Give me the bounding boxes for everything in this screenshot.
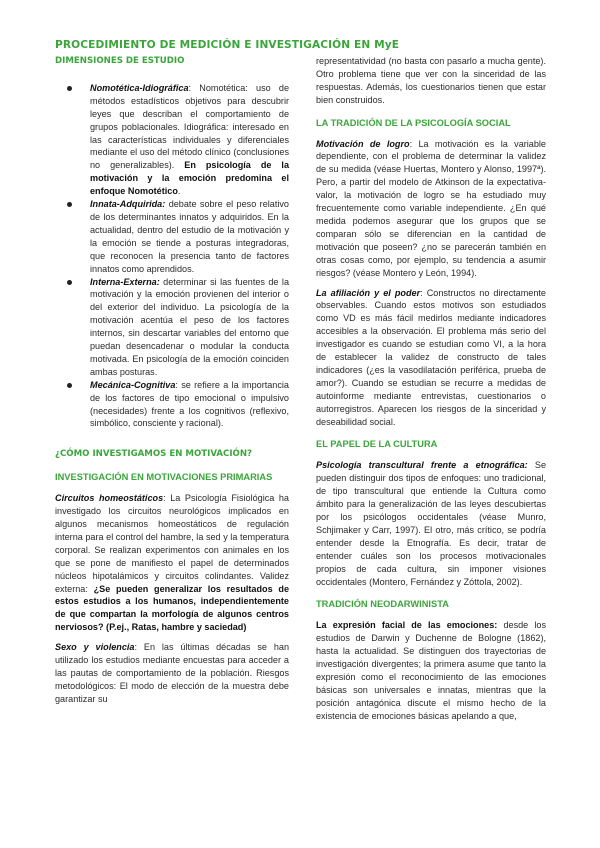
motivacion-term: Motivación de logro bbox=[316, 138, 410, 149]
cultura-text: Se pueden distinguir dos tipos de enfoques: uno tradicional, de tipo transcultural que entiende la Cultura como ámbito para la generalización de las leyes descubiertas por los psicólogos occidentales (véase Munro, Schjimaker y Carr, 1997). El otro, más crítico, se podría entender desde la Etnografía. Es decir, tratar de entender cuáles son los procesos motivacionales propios de cada cultura, sin imponer visiones occidentales (Montero, Fernández y Zóttola, 2002). bbox=[316, 460, 546, 587]
cultura-heading: EL PAPEL DE LA CULTURA bbox=[316, 439, 438, 450]
item-text: determinar si las fuentes de la motivación y la emoción provienen del interior o del exterior del individuo. La psicología de la motivación acentúa el peso de los factores internos, sin descartar variables del entorno que puedan desencadenar o modular la conducta motivada. En psicología de la emoción coinciden ambas posturas. bbox=[90, 276, 289, 377]
circuitos-emphasis: ¿Se pueden generalizar los resultados de estos estudios a los humanos, independientemente de que compartan la morfología de algunos centros nerviosos? (P.ej., Ratas, hambre y saciedad) bbox=[55, 583, 289, 633]
item-emphasis: En psicología de la motivación y la emoción predomina el enfoque Nomotético bbox=[90, 160, 289, 197]
motivacion-paragraph bbox=[316, 138, 546, 280]
neodarwinista-heading: TRADICIÓN NEODARWINISTA bbox=[316, 599, 449, 610]
item-text: debate sobre el peso relativo de los determinantes innatos y adquiridos. En la actualidad, dentro del estudio de la motivación y la emoción se tiende a posturas integradoras, que reconocen la presencia tanto de factores innatos como aprendidos. bbox=[90, 199, 289, 274]
item-text: : se refiere a la importancia de los factores de tipo emocional o impulsivo (necesidades) frente a los cognitivos (reflexivo, simbólico, consciente y racional). bbox=[90, 379, 289, 429]
list-item bbox=[55, 198, 289, 275]
right-column bbox=[316, 55, 546, 730]
bullet-icon bbox=[67, 280, 72, 285]
expresion-term: La expresión facial de las emociones: bbox=[316, 620, 498, 631]
bullet-icon bbox=[67, 383, 72, 388]
expresion-text: desde los estudios de Darwin y Duchenne de Bologne (1862), hasta la actualidad. Se distinguen dos trayectorias de investigación divergentes; la primera asume que tanto la expresión como el reconocimiento de las emociones básicas son universales e innatas, mientras que la posición antagónica discute el mismo hecho de la existencia de emociones básicas apelando a que, bbox=[316, 620, 546, 721]
sexo-paragraph bbox=[55, 641, 289, 706]
afiliacion-text: : Constructos no directamente observables. Cuando estos motivos son estudiados como VD es más fácil medirlos mediante indicadores accesibles a la observación. El problema más serio del investigador es cuando se estudian como VI, a la hora de establecer la validez de constructo de tales indicadores (¿es la vasodilatación periférica, prueba de amor?). Cuando se estudian se recurre a medidas de autoinforme mediante entrevistas, cuestionarios o autorregistros. Aparecen los riesgos de la sinceridad y deseabilidad social. bbox=[316, 287, 546, 427]
item-term: Innata-Adquirida: bbox=[90, 199, 166, 210]
continuation-paragraph: representatividad (no basta con pasarlo a mucha gente). Otro problema tiene que ver con la sinceridad de las respuestas. Además, los cuestionarios tienen que estar bien construidos. bbox=[316, 56, 546, 105]
cultura-term: Psicología transcultural frente a etnográfica: bbox=[316, 460, 528, 471]
motivacion-text: : La motivación es la variable dependiente, con el problema de determinar la validez de su medida (véase Huertas, Montero y Alonso, 1997ª). Pero, a partir del modelo de Atkinson de la expectativa-valor, la motivación de logro se ha estudiado muy frecuentemente como variable independiente. ¿En qué medida podemos asegurar que los grupos que se comparan sólo se diferencian en la cantidad de motivación que poseen? ¿no se parecerán también en otras cosas como, por ejemplo, su tendencia a asumir riesgos? (véase Montero y León, 1994). bbox=[316, 138, 546, 278]
circuitos-paragraph bbox=[55, 492, 289, 634]
sexo-text: : En las últimas décadas se han utilizado los estudios mediante encuestas para acceder a las pautas de comportamiento de la población. Riesgos metodológicos: El modo de elección de la muestra debe garantizar su bbox=[55, 642, 290, 704]
item-term: Mecánica-Cognitiva bbox=[90, 379, 176, 390]
bullet-icon bbox=[67, 202, 72, 207]
item-term: Nomotética-Idiográfica bbox=[90, 82, 189, 93]
afiliacion-term: La afiliación y el poder bbox=[316, 287, 421, 298]
expresion-paragraph bbox=[316, 619, 546, 722]
list-item bbox=[55, 379, 289, 431]
dimensiones-list bbox=[55, 82, 289, 430]
cultura-paragraph bbox=[316, 459, 546, 588]
page-title: PROCEDIMIENTO DE MEDICIÓN E INVESTIGACIÓN EN MyE bbox=[55, 39, 400, 51]
list-item bbox=[55, 276, 289, 379]
circuitos-text: : La Psicología Fisiológica ha investigado los circuitos neurológicos implicados en algunos mecanismos homeostáticos de regulación interna para el control del hambre, la sed y la temperatura corporal. Se realizan experimentos con animales en los que se pone de manifiesto el papel de determinados núcleos hipotalámicos y circuitos colindantes. Validez externa: bbox=[55, 493, 289, 594]
left-column bbox=[55, 55, 289, 713]
bullet-icon bbox=[67, 86, 72, 91]
sexo-term: Sexo y violencia bbox=[55, 642, 135, 653]
list-item bbox=[55, 82, 289, 198]
circuitos-term: Circuitos homeostáticos bbox=[55, 493, 164, 504]
item-tail: . bbox=[177, 186, 181, 197]
dimensiones-heading: DIMENSIONES DE ESTUDIO bbox=[55, 56, 185, 66]
primarias-heading: INVESTIGACIÓN EN MOTIVACIONES PRIMARIAS bbox=[55, 472, 273, 483]
psicologia-social-heading: LA TRADICIÓN DE LA PSICOLOGÍA SOCIAL bbox=[316, 117, 511, 128]
item-term: Interna-Externa: bbox=[90, 276, 160, 287]
afiliacion-paragraph bbox=[316, 287, 546, 429]
como-investigamos-heading: ¿CÓMO INVESTIGAMOS EN MOTIVACIÓN? bbox=[55, 449, 253, 460]
item-text: : Nomotética: uso de métodos estadísticos objetivos para descubrir leyes que describan el comportamiento de grupos poblacionales. Idiográfica: interesado en las características individuales y diferenciales mediante el uso del método clínico (conclusiones no generalizables). bbox=[90, 82, 289, 171]
